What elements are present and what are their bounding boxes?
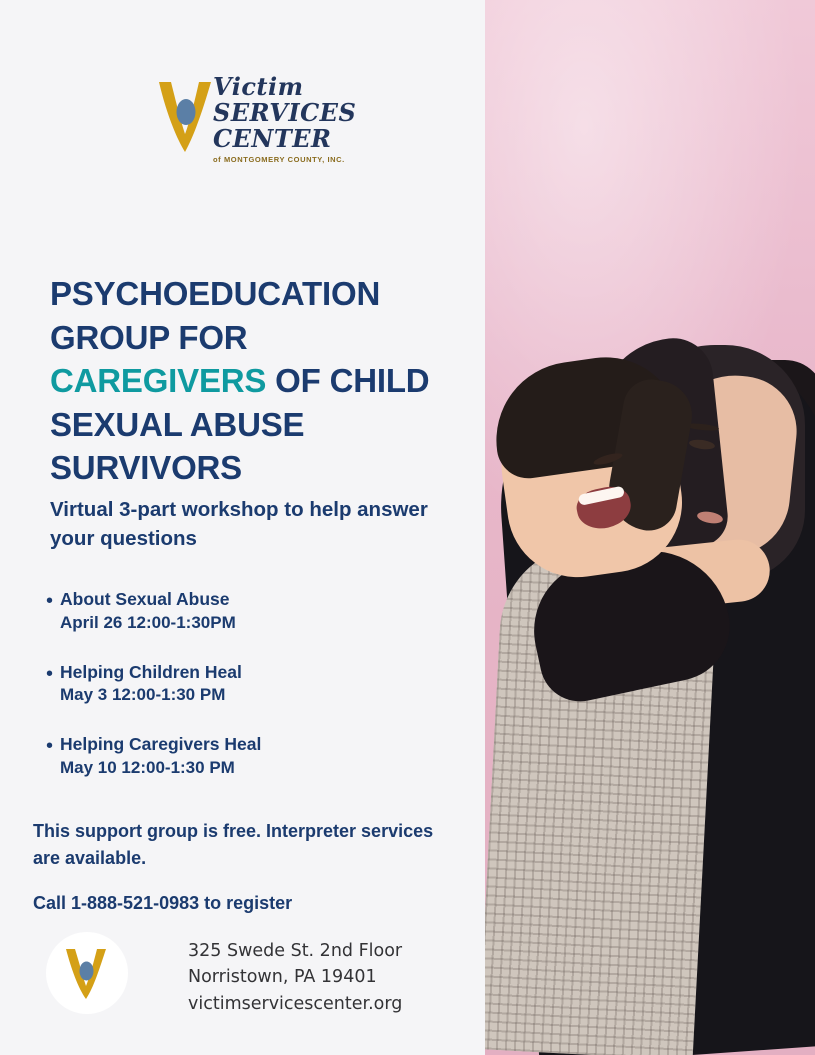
headline-highlight-caregivers: CAREGIVERS [50, 362, 267, 400]
logo-v-icon-small [63, 946, 111, 1002]
session-date: April 26 12:00-1:30PM [60, 612, 236, 632]
headline-line-3-rest: OF CHILD [266, 362, 430, 400]
list-item [46, 733, 446, 780]
headline-line-4: SEXUAL ABUSE [50, 405, 305, 443]
logo-wordmark [213, 74, 356, 164]
subtitle: Virtual 3-part workshop to help answer your questions [50, 498, 428, 551]
logo-v-icon [155, 78, 219, 156]
headline-line-1: PSYCHOEDUCATION [50, 275, 381, 312]
bullet-icon: • [46, 735, 54, 758]
photo-mother-and-child [485, 0, 815, 1055]
organization-logo [155, 72, 357, 164]
session-date: May 3 12:00-1:30 PM [60, 685, 226, 705]
session-title: Helping Caregivers Heal [60, 734, 262, 755]
address-line-1: 325 Swede St. 2nd Floor [188, 941, 403, 961]
website-url[interactable]: victimservicescenter.org [188, 993, 403, 1014]
bullet-icon: • [46, 590, 54, 612]
session-details [60, 733, 446, 780]
logo-subtitle: of MONTGOMERY COUNTY, INC. [213, 154, 345, 164]
logo-line-1: Victim [213, 72, 304, 101]
session-details [60, 588, 446, 635]
logo-line-3: CENTER [213, 123, 332, 153]
session-title: Helping Children Heal [60, 661, 242, 682]
session-date: May 10 12:00-1:30 PM [60, 757, 235, 777]
list-item [46, 661, 446, 708]
bullet-icon: • [46, 662, 54, 685]
footer-logo-mark [46, 932, 128, 1014]
footer-contact [188, 938, 468, 1017]
session-list [46, 588, 446, 806]
session-details [60, 661, 446, 708]
free-services-note: This support group is free. Interpreter services are available. [33, 821, 434, 868]
headline-line-2: GROUP FOR [50, 318, 248, 356]
logo-line-2: SERVICES [213, 97, 357, 127]
page-title [50, 272, 460, 490]
address-line-2: Norristown, PA 19401 [188, 967, 377, 988]
registration-phone: Call 1-888-521-0983 to register [33, 893, 293, 913]
headline-line-5: SURVIVORS [50, 449, 242, 487]
list-item [46, 588, 446, 635]
session-title: About Sexual Abuse [60, 589, 230, 609]
